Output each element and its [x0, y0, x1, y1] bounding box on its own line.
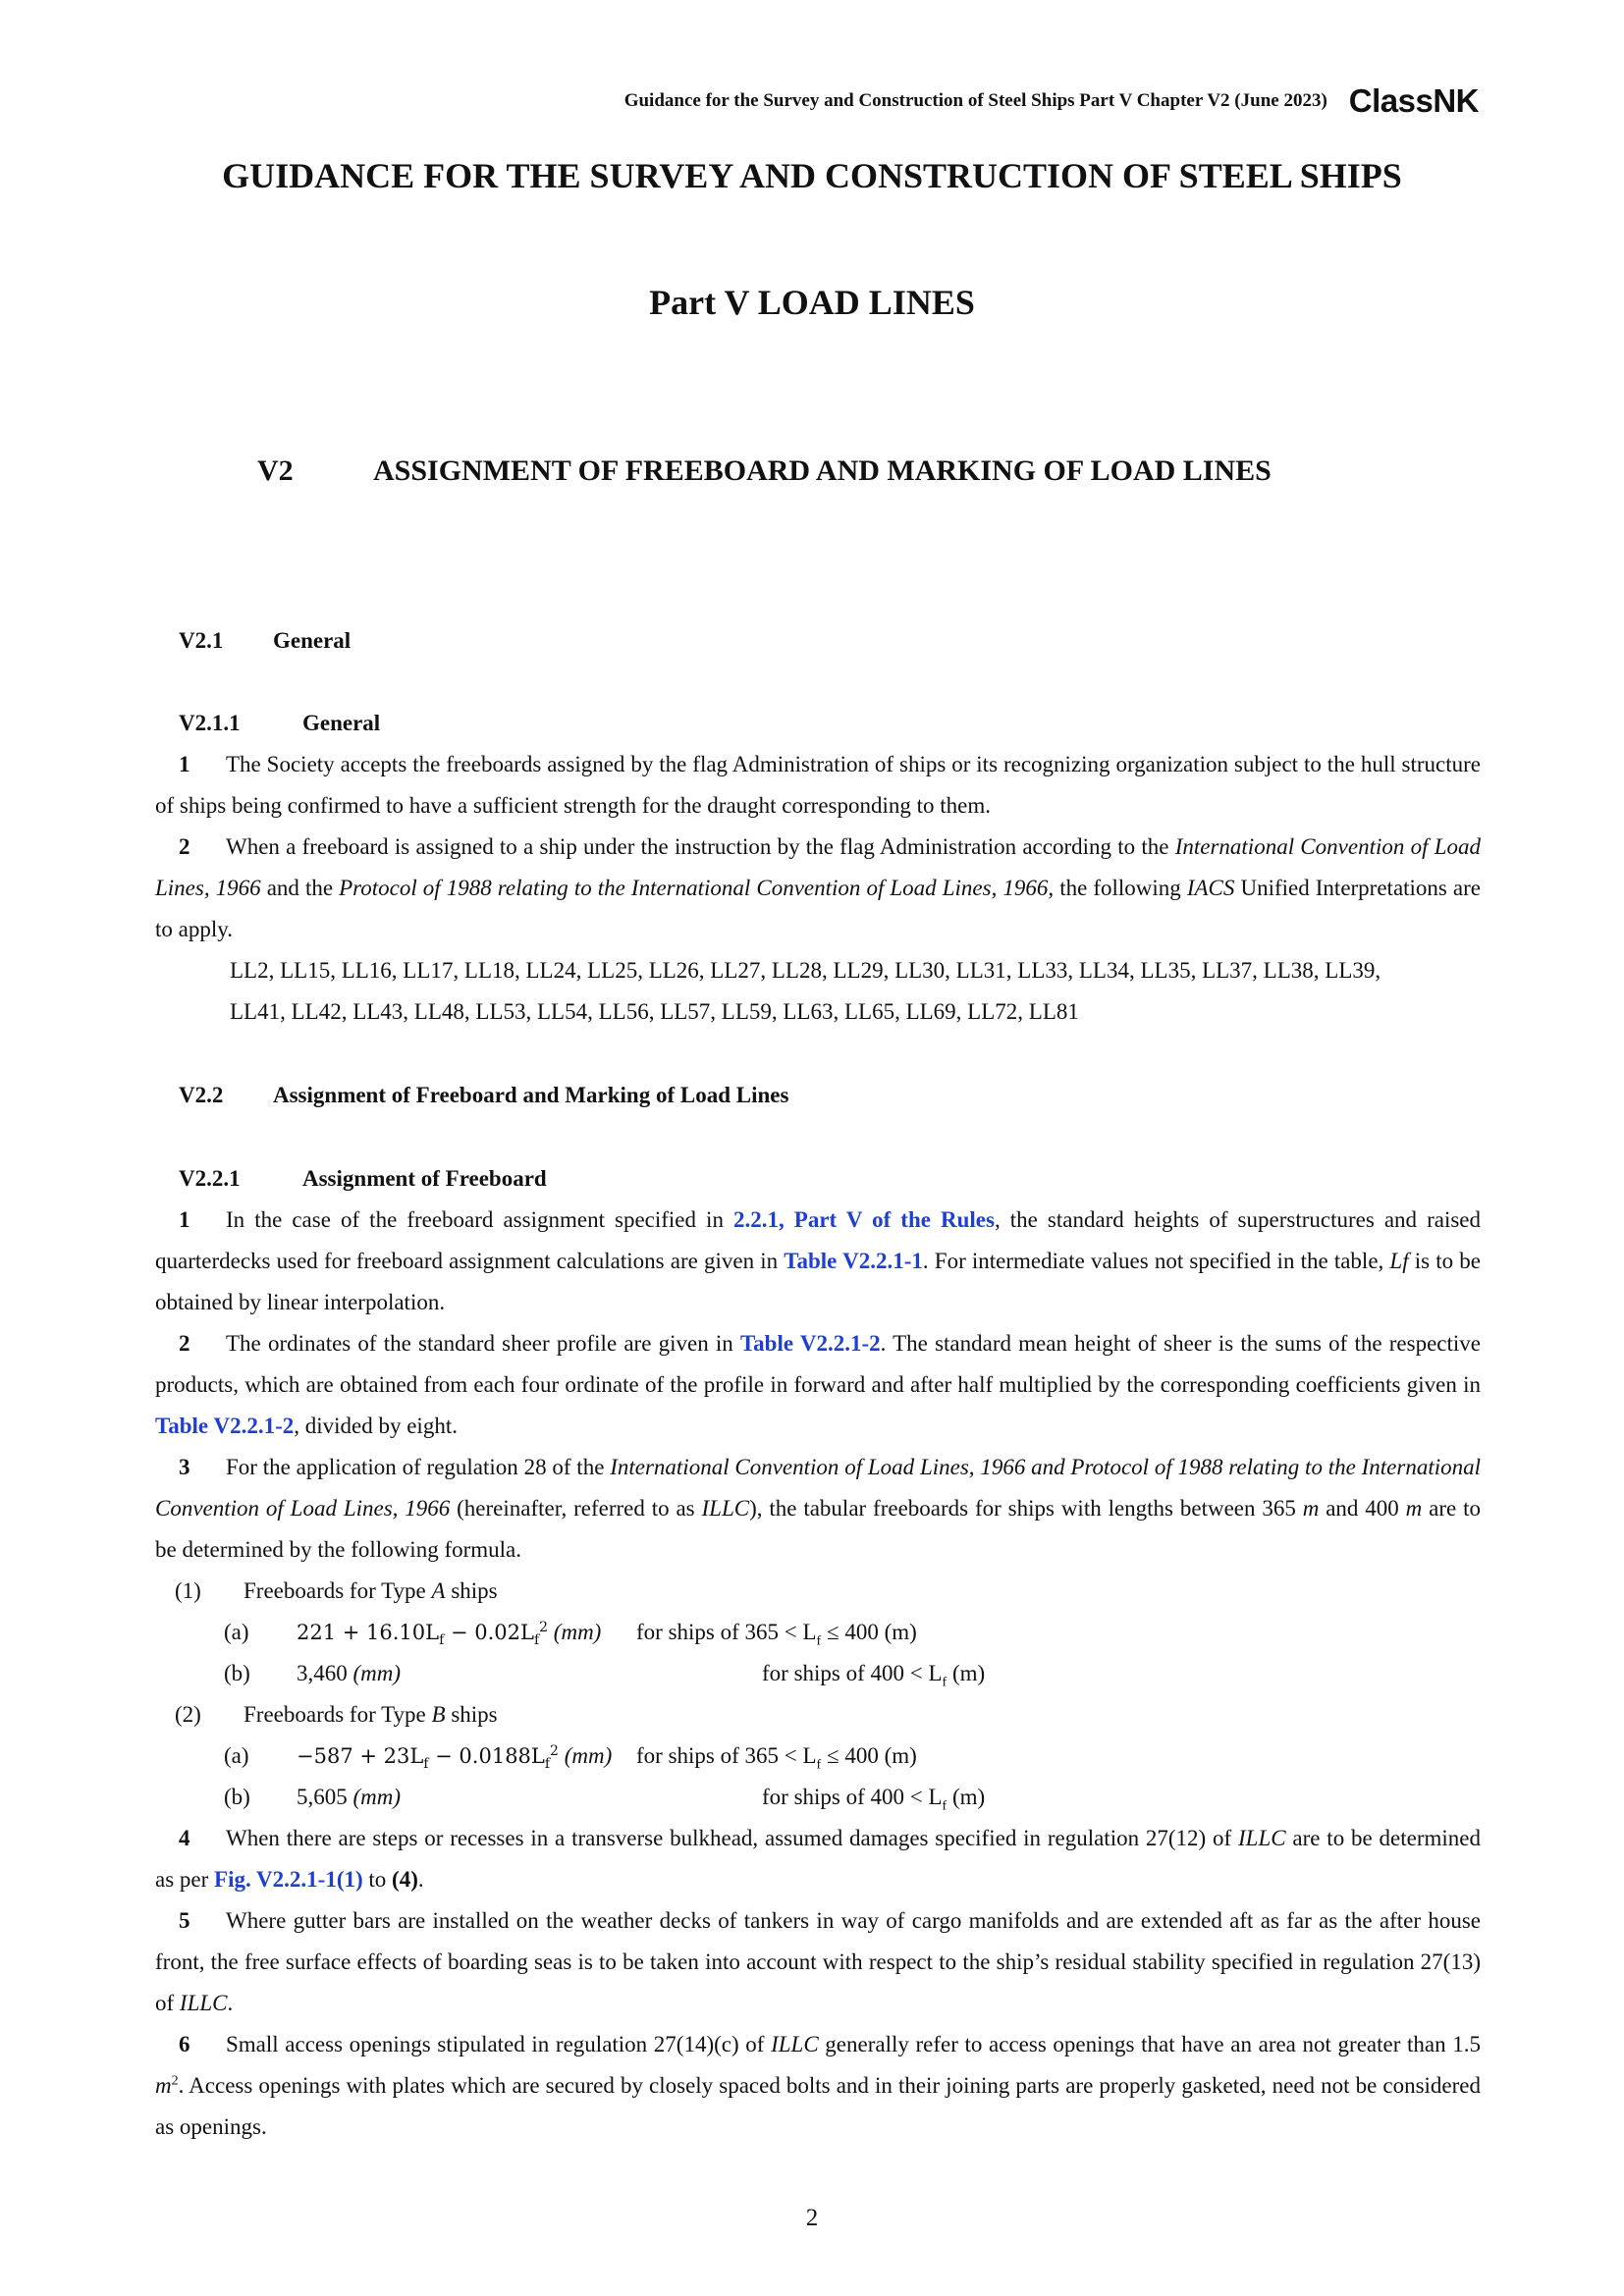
subsection-number: V2.1.1 [179, 711, 241, 735]
section-title: General [273, 628, 352, 653]
list-item-type-a [155, 1571, 1481, 1612]
condition: for ships of $400 < L_f$ (m) [762, 1785, 986, 1814]
condition-part: (m) [947, 1661, 986, 1685]
subsection-number: V2.2.1 [179, 1166, 241, 1191]
list-subitem-2b [155, 1777, 1481, 1818]
formula-list [155, 1571, 1481, 1818]
text-span: For the application of regulation 28 of the [226, 1455, 611, 1479]
text-span: generally refer to access openings that have an area not greater than 1.5 [818, 2032, 1481, 2056]
text-span: to [362, 1867, 393, 1892]
section-number: V2.1 [179, 628, 224, 653]
text-span: ships [445, 1578, 498, 1603]
text-span: The ordinates of the standard sheer profile are given in [226, 1331, 740, 1356]
section-heading [155, 620, 1481, 662]
variable-lf: Lf [1389, 1249, 1409, 1273]
paragraph-number: 6 [179, 2032, 190, 2056]
text-span: , the standard heights of superstructures and raised quarterdecks used for freeboard assignment calculations are given in [155, 1207, 1481, 1273]
unit-mm: (mm) [352, 1785, 402, 1809]
text-span: and 400 [1319, 1496, 1406, 1521]
paragraph-1 [155, 744, 1481, 827]
condition: for ships of $365 < L_f \le 400$ (m) [636, 1743, 917, 1773]
text-span: . For intermediate values not specified in the table, [922, 1249, 1390, 1273]
ui-list [155, 950, 1481, 1033]
paragraph-number: 2 [179, 834, 190, 859]
classnk-logo: ClassNK [1348, 82, 1479, 119]
value [273, 1653, 762, 1694]
text-span: When there are steps or recesses in a transverse bulkhead, assumed damages specified in regulation 27(12) of [226, 1826, 1238, 1850]
illc-abbrev: ILLC [771, 2032, 819, 2056]
text-span: are to be determined as per [155, 1826, 1481, 1892]
value [273, 1777, 762, 1818]
text-span: . [417, 1867, 424, 1892]
document-title: GUIDANCE FOR THE SURVEY AND CONSTRUCTION OF STEEL SHIPS [222, 156, 1402, 195]
item-text [244, 1571, 498, 1612]
formula-part: − 0.0188L [428, 1744, 545, 1768]
illc-abbrev: ILLC [1238, 1826, 1286, 1850]
subsection-title: General [302, 711, 381, 735]
unit-m: m [155, 2073, 172, 2098]
paragraph-6 [155, 2024, 1481, 2148]
text-span: , divided by eight. [294, 1414, 458, 1438]
item-label: (2) [175, 1702, 201, 1727]
chapter-title: ASSIGNMENT OF FREEBOARD AND MARKING OF LOAD LINES [373, 454, 1272, 487]
text-span: . [227, 1991, 234, 2015]
condition-part: ≤ 400 (m) [821, 1620, 917, 1644]
value-number: 3,460 [297, 1661, 353, 1685]
table-link[interactable]: Table V2.2.1-2 [155, 1414, 295, 1438]
section-title: Assignment of Freeboard and Marking of Load Lines [273, 1083, 789, 1107]
condition-part: for ships of 400 < L [762, 1785, 943, 1809]
formula-part: 221 + 16.10L [297, 1621, 440, 1644]
text-span: ), the tabular freeboards for ships with lengths between 365 [749, 1496, 1303, 1521]
paragraph-text: The Society accepts the freeboards assigned by the flag Administration of ships or its recognizing organization subject to the hull structure of ships being confirmed to have a sufficient strength for the draught corresponding to them. [155, 752, 1481, 818]
table-link[interactable]: Table V2.2.1-2 [739, 1331, 881, 1356]
chapter-number: V2 [257, 454, 294, 487]
section-v2-2 [155, 1075, 1481, 1116]
paragraph-number: 4 [179, 1826, 190, 1850]
paragraph-2 [155, 1323, 1481, 1447]
rules-link[interactable]: 2.2.1, Part V of the Rules [733, 1207, 995, 1232]
illc-abbrev: ILLC [179, 1991, 228, 2015]
text-span: In the case of the freeboard assignment specified in [226, 1207, 733, 1232]
illc-abbrev: ILLC [701, 1496, 750, 1521]
condition-part: (m) [947, 1785, 986, 1809]
unit-mm: (mm) [352, 1661, 402, 1685]
list-subitem-1b [155, 1653, 1481, 1694]
protocol-title: Protocol of 1988 relating to the International Convention of Load Lines, 1966 [339, 876, 1049, 900]
item-label: (a) [224, 1620, 249, 1644]
paragraph-3 [155, 1447, 1481, 1571]
unit-m: m [1302, 1496, 1320, 1521]
list-subitem-1a [155, 1612, 1481, 1653]
table-link[interactable]: Table V2.2.1-1 [784, 1249, 923, 1273]
value-number: 5,605 [297, 1785, 353, 1809]
ui-list-line-1: LL2, LL15, LL16, LL17, LL18, LL24, LL25, LL26, LL27, LL28, LL29, LL30, LL31, LL33, LL34, LL35, LL37, LL38, LL39, [230, 958, 1381, 983]
figure-link[interactable]: Fig. V2.2.1-1(1) [214, 1867, 363, 1892]
subsection-v2-1-1 [155, 703, 1481, 1033]
unit-mm: (mm) [564, 1743, 613, 1768]
formula [273, 1612, 636, 1653]
subsection-title: Assignment of Freeboard [302, 1166, 547, 1191]
condition-part: for ships of 400 < L [762, 1661, 943, 1685]
text-span: Where gutter bars are installed on the weather decks of tankers in way of cargo manifolds and are extended aft as far as the after house front, the free surface effects of boarding seas is to be taken into account with respect to the ship’s residual stability specified in regulation 27(13) of [155, 1908, 1481, 2015]
item-label: (a) [224, 1743, 249, 1768]
formula-text: $-587 + 23L_f - 0.0188L_f^2$ [297, 1743, 559, 1773]
text-span: is to be obtained by linear interpolation. [155, 1249, 1481, 1314]
condition-part: for ships of 365 < L [636, 1620, 817, 1644]
ship-type: B [431, 1702, 446, 1727]
formula-part: −587 + 23L [297, 1744, 424, 1768]
item-label: (b) [224, 1785, 250, 1809]
figure-ref: (4) [392, 1867, 418, 1892]
paragraph-number: 3 [179, 1455, 190, 1479]
convention-title: International Convention of Load Lines, 1966 [155, 834, 1481, 900]
subsection-heading [155, 703, 1481, 744]
condition-part: for ships of 365 < L [636, 1743, 817, 1768]
subsection-heading [155, 1158, 1481, 1200]
paragraph-5 [155, 1900, 1481, 2024]
text-span: are to be determined by the following formula. [155, 1496, 1481, 1562]
ui-list-line-2: LL41, LL42, LL43, LL48, LL53, LL54, LL56, LL57, LL59, LL63, LL65, LL69, LL72, LL81 [230, 999, 1079, 1024]
paragraph-number: 5 [179, 1908, 190, 1933]
list-item-type-b [155, 1694, 1481, 1735]
running-header [624, 82, 1479, 120]
section-number: V2.2 [179, 1083, 224, 1107]
convention-title: International Convention of Load Lines, 1966 and Protocol of 1988 relating to the International Convention of Load Lines, 1966 [155, 1455, 1481, 1521]
text-span: . The standard mean height of sheer is the sums of the respective products, which are obtained from each four ordinate of the profile in forward and after half multiplied by the corresponding coefficients given in [155, 1331, 1481, 1397]
text-span: Small access openings stipulated in regulation 27(14)(c) of [226, 2032, 772, 2056]
unit-m: m [1405, 1496, 1423, 1521]
formula-text: $221 + 16.10L_f - 0.02L_f^2$ [297, 1620, 549, 1649]
text-span: , the following [1048, 876, 1187, 900]
text-span: (hereinafter, referred to as [450, 1496, 702, 1521]
section-v2-1 [155, 620, 1481, 662]
paragraph-number: 1 [179, 1207, 190, 1232]
list-subitem-2a [155, 1735, 1481, 1777]
condition: for ships of $400 < L_f$ (m) [762, 1661, 986, 1690]
text-span: Unified Interpretations are to apply. [155, 876, 1482, 941]
superscript: 2 [171, 2073, 179, 2089]
paragraph-2 [155, 827, 1481, 950]
subsection-v2-2-1 [155, 1158, 1481, 2148]
iacs-abbrev: IACS [1186, 876, 1235, 900]
paragraph-4 [155, 1818, 1481, 1900]
text-span: Freeboards for Type [244, 1578, 432, 1603]
item-text [244, 1694, 498, 1735]
formula-part: − 0.02L [444, 1621, 534, 1644]
text-span: and the [260, 876, 340, 900]
ship-type: A [431, 1578, 446, 1603]
section-heading [155, 1075, 1481, 1116]
paragraph-number: 1 [179, 752, 190, 776]
item-label: (b) [224, 1661, 250, 1685]
text-span: . Access openings with plates which are secured by closely spaced bolts and in their joining parts are properly gasketed, need not be considered as openings. [155, 2073, 1481, 2139]
page-number: 2 [805, 2205, 819, 2231]
paragraph-1 [155, 1200, 1481, 1323]
text-span: Freeboards for Type [244, 1702, 432, 1727]
condition-part: ≤ 400 (m) [821, 1743, 917, 1768]
text-span: ships [445, 1702, 498, 1727]
text-span: When a freeboard is assigned to a ship under the instruction by the flag Administration according to the [226, 834, 1175, 859]
part-title: Part V LOAD LINES [649, 283, 975, 322]
item-label: (1) [175, 1578, 201, 1603]
formula [273, 1735, 636, 1777]
running-title: Guidance for the Survey and Construction of Steel Ships Part V Chapter V2 (June 2023) [623, 90, 1327, 111]
condition: for ships of $365 < L_f \le 400$ (m) [636, 1620, 917, 1649]
paragraph-number: 2 [179, 1331, 190, 1356]
unit-mm: (mm) [553, 1620, 602, 1644]
